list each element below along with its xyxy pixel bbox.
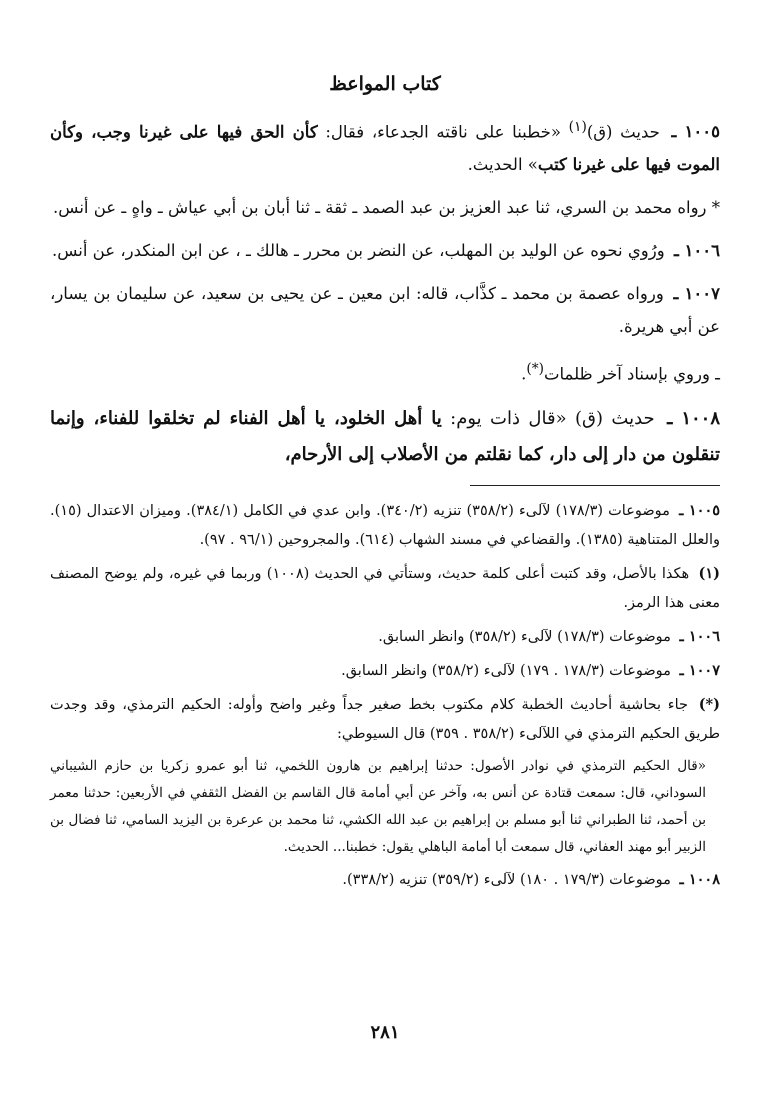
footnote-quotation xyxy=(50,753,720,861)
entry-text: ورواه عصمة بن محمد ـ كذَّاب، قاله: ابن معين ـ عن يحيى بن سعيد، عن سليمان بن يسار، عن أبي هريرة. xyxy=(50,284,720,337)
footnote-text: موضوعات (١٧٨/٣ . ١٧٩) لآلىء (٣٥٨/٢) وانظر السابق. xyxy=(341,662,671,679)
footnote-text: موضوعات (١٧٩/٣ . ١٨٠) لآلىء (٣٥٩/٢) تنزيه (٣٣٨/٢). xyxy=(342,871,671,888)
chapter-title: كتاب المواعظ xyxy=(329,73,441,95)
entry-text: «خطبنا على ناقته الجدعاء، فقال: xyxy=(317,122,569,142)
entry-text: ـ وروي بإسناد آخر ظلمات xyxy=(543,364,720,384)
narration-1007 xyxy=(50,353,720,391)
entry-text: حديث (ق) xyxy=(586,122,660,142)
hadith-entry-1008 xyxy=(50,401,720,473)
footnotes xyxy=(50,496,720,895)
footnote-number: ١٠٠٧ ـ xyxy=(679,661,720,679)
entry-number: ١٠٠٦ ـ xyxy=(673,241,720,261)
footnote-number: ١٠٠٦ ـ xyxy=(679,627,720,645)
hadith-entry-1005 xyxy=(50,111,720,182)
footnote-1007 xyxy=(50,656,720,686)
entry-text: . xyxy=(521,364,527,384)
footnote-1006 xyxy=(50,622,720,652)
footnote-text: جاء بحاشية أحاديث الخطبة كلام مكتوب بخط صغير جداً وغير واضح وأوله: الحكيم الترمذي، وقد وجدت طريق الحكيم الترمذي في اللآلىء (٣٥٨/٢ . ٣٥٩) قال السيوطي: xyxy=(50,696,720,742)
footnote-ref: (١) xyxy=(568,118,587,135)
entry-number: ١٠٠٨ ـ xyxy=(667,407,720,429)
hadith-quote: يا أهل الخلود، يا أهل الفناء لم تخلقوا للفناء، وإنما تنقلون من دار إلى دار، كما نقلتم من الأصلاب إلى الأرحام، xyxy=(50,407,720,465)
footnote-1005 xyxy=(50,496,720,555)
page-number: ٢٨١ xyxy=(370,1022,400,1043)
entry-number: ١٠٠٧ ـ xyxy=(673,284,720,304)
entry-text: حديث (ق) «قال ذات يوم: xyxy=(441,407,655,429)
footnote-ref: (*) xyxy=(526,361,544,378)
hadith-entry-1006 xyxy=(50,234,720,267)
entry-text: * رواه محمد بن السري، ثنا عبد العزيز بن عبد الصمد ـ ثقة ـ ثنا أبان بن أبي عياش ـ واهٍ ـ عن أنس. xyxy=(53,198,720,218)
footnote-number: ١٠٠٨ ـ xyxy=(679,870,720,888)
entry-text: ورُوي نحوه عن الوليد بن المهلب، عن النضر بن محرر ـ هالك ـ ، عن ابن المنكدر، عن أنس. xyxy=(51,241,665,261)
entry-text: » الحديث. xyxy=(467,155,538,175)
narration-1005 xyxy=(50,191,720,224)
footnote-1008 xyxy=(50,865,720,895)
footnote-text: موضوعات (١٧٨/٣) لآلىء (٣٥٨/٢) وانظر السابق. xyxy=(378,628,671,645)
footnote-number: ١٠٠٥ ـ xyxy=(679,501,721,519)
footnote-number: (*) xyxy=(698,695,720,713)
footnote-1 xyxy=(50,559,720,618)
footnote-text: هكذا بالأصل، وقد كتبت أعلى كلمة حديث، وستأتي في الحديث (١٠٠٨) وربما في غيره، ولم يوضح المصنف معنى هذا الرمز. xyxy=(50,565,720,611)
footnote-number: (١) xyxy=(698,564,721,582)
entry-number: ١٠٠٥ ـ xyxy=(671,122,720,142)
footnote-text: موضوعات (١٧٨/٣) لآلىء (٣٥٨/٢) تنزيه (٣٤٠/٢). وابن عدي في الكامل (٣٨٤/١). وميزان الاعتدال (١٥). والعلل المتناهية (١٣٨٥). والقضاعي في مسند الشهاب (٦١٤). والمجروحين (٩٦/١ . ٩٧). xyxy=(50,502,720,548)
footnote-text: «قال الحكيم الترمذي في نوادر الأصول: حدثنا إبراهيم بن هارون اللخمي، ثنا أبو عمرو زكريا بن حازم الشيباني السوداني، قال: سمعت قتادة عن أنس به، وآخر عن أبي أمامة قال القاسم بن الفضل الثقفي في الأربعين: حدثنا معمر بن أحمد، ثنا الطبراني ثنا أبو مسلم بن إبراهيم بن عبد الله الكشي، ثنا محمد بن عرعرة بن اليزيد السامي، ثنا فضال بن الزبير أبو مهند العفاني، قال سمعت أبا أمامة الباهلي يقول: خطبنا... الحديث. xyxy=(50,757,706,855)
hadith-entry-1007 xyxy=(50,277,720,343)
hadith-quote: كأن الحق فيها على غيرنا وجب، وكأن الموت فيها على غيرنا كتب xyxy=(50,122,720,175)
footnote-divider xyxy=(470,485,720,486)
footnote-star xyxy=(50,690,720,749)
